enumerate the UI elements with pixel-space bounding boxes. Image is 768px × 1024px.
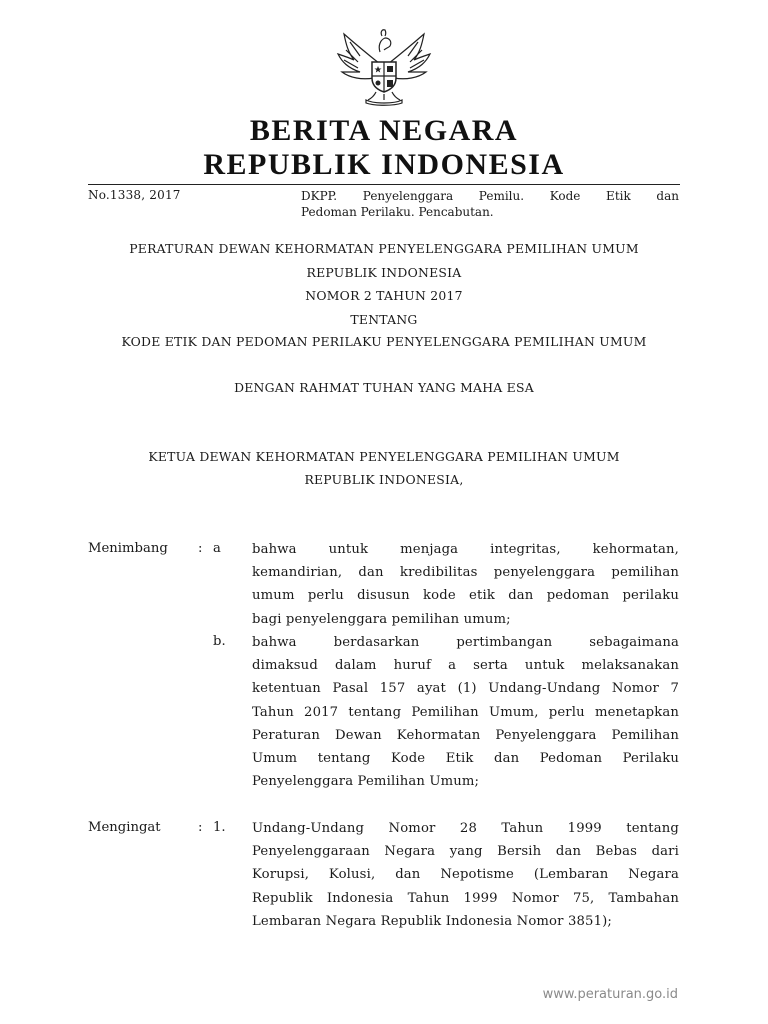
mengingat-label: Mengingat: [88, 820, 161, 835]
garuda-emblem-icon: [330, 26, 438, 106]
paragraph-line: Peraturan Dewan Kehormatan Penyelenggara Pemilihan: [252, 727, 679, 743]
masthead-title: BERITA NEGARA: [249, 114, 519, 147]
regulation-country: REPUBLIK INDONESIA: [306, 265, 462, 280]
paragraph-line: Korupsi, Kolusi, dan Nepotisme (Lembaran Negara: [252, 867, 679, 883]
enacting-authority: KETUA DEWAN KEHORMATAN PENYELENGGARA PEMILIHAN UMUM: [148, 449, 620, 464]
paragraph-line: Umum tentang Kode Etik dan Pedoman Perilaku: [252, 750, 679, 766]
regulation-number: NOMOR 2 TAHUN 2017: [305, 288, 463, 303]
paragraph-line: Republik Indonesia Tahun 1999 Nomor 75, Tambahan: [252, 890, 679, 906]
mengingat-item-1-marker: 1.: [213, 820, 226, 835]
preamble-invocation: DENGAN RAHMAT TUHAN YANG MAHA ESA: [234, 380, 534, 395]
paragraph-line: Tahun 2017 tentang Pemilihan Umum, perlu menetapkan: [252, 704, 679, 720]
regulation-subject: KODE ETIK DAN PEDOMAN PERILAKU PENYELENGGARA PEMILIHAN UMUM: [121, 334, 647, 349]
registry-subject-line: Pedoman Perilaku. Pencabutan.: [301, 205, 494, 219]
menimbang-label: Menimbang: [88, 541, 168, 556]
menimbang-item-b-marker: b.: [213, 634, 226, 649]
paragraph-line: Penyelenggaraan Negara yang Bersih dan Bebas dari: [252, 844, 679, 860]
regulation-about: TENTANG: [350, 312, 418, 327]
enacting-authority-country: REPUBLIK INDONESIA,: [304, 472, 464, 487]
footer-website-link[interactable]: www.peraturan.go.id: [542, 987, 678, 1002]
menimbang-colon: :: [198, 541, 203, 556]
paragraph-line: Undang-Undang Nomor 28 Tahun 1999 tentang: [252, 821, 679, 836]
paragraph-line: bahwa berdasarkan pertimbangan sebagaimana: [252, 635, 679, 650]
registry-subject-line: DKPP. Penyelenggara Pemilu. Kode Etik dan: [301, 189, 679, 203]
mengingat-colon: :: [198, 820, 203, 835]
registry-number: No.1338, 2017: [88, 188, 181, 202]
menimbang-item-b-text: [252, 631, 679, 793]
regulation-title: PERATURAN DEWAN KEHORMATAN PENYELENGGARA PEMILIHAN UMUM: [129, 241, 639, 256]
paragraph-line: Lembaran Negara Republik Indonesia Nomor 3851);: [252, 913, 612, 929]
menimbang-item-a-marker: a: [213, 541, 221, 556]
masthead-divider: [88, 184, 680, 185]
paragraph-line: ketentuan Pasal 157 ayat (1) Undang-Undang Nomor 7: [252, 681, 679, 697]
menimbang-item-a-text: [252, 538, 679, 631]
masthead-subtitle: REPUBLIK INDONESIA: [203, 148, 565, 181]
paragraph-line: bagi penyelenggara pemilihan umum;: [252, 611, 511, 627]
registry-subject: [301, 188, 679, 220]
paragraph-line: umum perlu disusun kode etik dan pedoman perilaku: [252, 588, 679, 604]
paragraph-line: Penyelenggara Pemilihan Umum;: [252, 774, 480, 790]
paragraph-line: dimaksud dalam huruf a serta untuk melaksanakan: [252, 658, 679, 674]
mengingat-item-1-text: [252, 817, 679, 933]
paragraph-line: bahwa untuk menjaga integritas, kehormatan,: [252, 542, 679, 557]
paragraph-line: kemandirian, dan kredibilitas penyelenggara pemilihan: [252, 565, 679, 581]
